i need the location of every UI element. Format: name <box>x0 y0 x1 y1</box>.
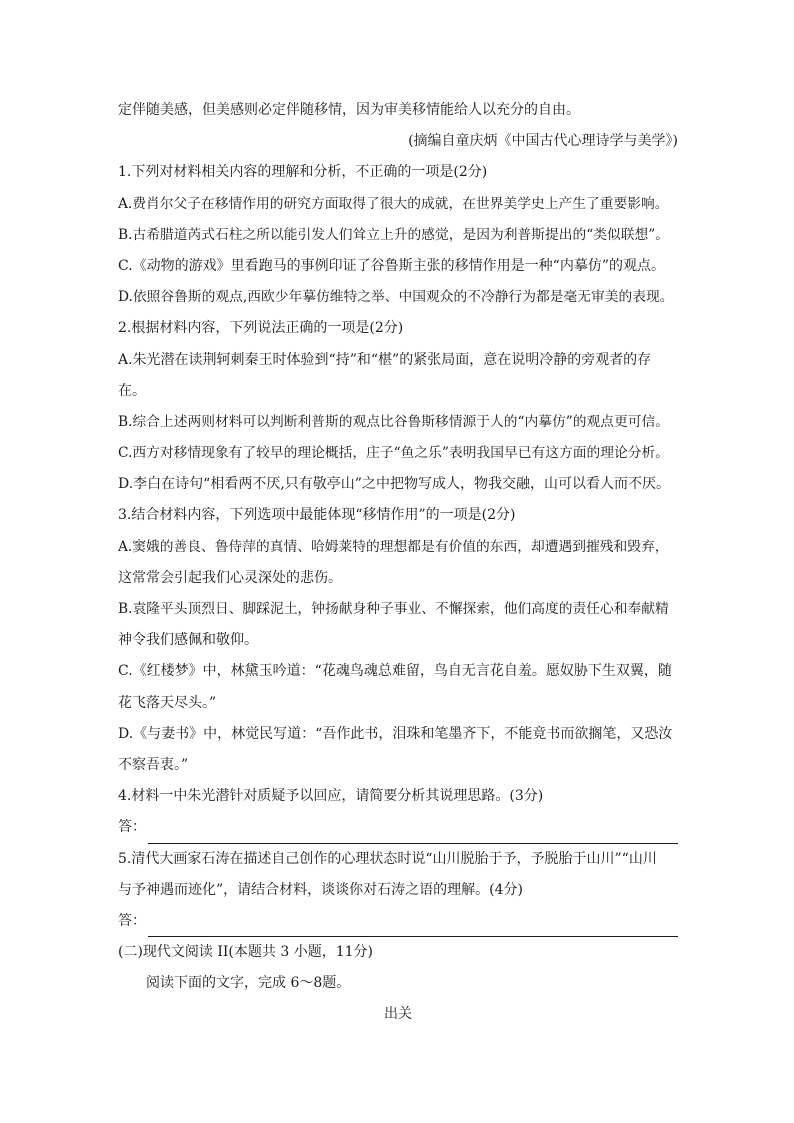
question-3-option-c-cont: 花飞落天尽头。” <box>118 694 217 711</box>
question-3-option-d-cont: 不察吾衷。” <box>118 756 189 773</box>
question-2: 2.根据材料内容，下列说法正确的一项是(2分) <box>118 320 404 337</box>
passage-title: 出关 <box>384 1006 412 1023</box>
section-heading: (二)现代文阅读 II(本题共 3 小题，11分) <box>118 944 373 961</box>
question-2-option-a-cont: 在。 <box>118 382 146 399</box>
answer-rule <box>148 915 678 937</box>
question-1-option-d: D.依照谷鲁斯的观点,西欧少年摹仿维特之举、中国观众的不冷静行为都是毫无审美的表现。 <box>118 289 674 306</box>
paragraph-line: 定伴随美感，但美感则必定伴随移情，因为审美移情能给人以充分的自由。 <box>118 102 580 118</box>
question-1-option-b: B.古希腊道芮式石柱之所以能引发人们耸立上升的感觉，是因为利普斯提出的“类似联想”。 <box>118 226 670 243</box>
question-5: 5.清代大画家石涛在描述自己创作的心理状态时说“山川脱胎于予，予脱胎于山川”“山川 <box>118 850 657 867</box>
question-1-option-c: C.《动物的游戏》里看跑马的事例印证了谷鲁斯主张的移情作用是一种“内摹仿”的观点。 <box>118 257 665 274</box>
question-3-option-c: C.《红楼梦》中，林黛玉吟道：“花魂鸟魂总难留，鸟自无言花自羞。愿奴胁下生双翼，随 <box>118 663 672 680</box>
source-citation: (摘编自童庆炳《中国古代心理诗学与美学》) <box>408 133 678 150</box>
question-3: 3.结合材料内容，下列选项中最能体现“移情作用”的一项是(2分) <box>118 507 516 524</box>
question-2-option-a: A.朱光潜在读荆轲刺秦王时体验到“持”和“椹”的紧张局面，意在说明冷静的旁观者的存 <box>118 351 652 368</box>
question-5-cont: 与予神遇而迹化”，请结合材料，谈谈你对石涛之语的理解。(4分) <box>118 881 523 898</box>
question-3-option-d: D.《与妻书》中，林觉民写道：“吾作此书，泪珠和笔墨齐下，不能竟书而欲搁笔，又恐汝 <box>118 725 673 742</box>
question-1-option-a: A.费肖尔父子在移情作用的研究方面取得了很大的成就，在世界美学史上产生了重要影响。 <box>118 195 669 212</box>
answer-label: 答： <box>118 912 146 929</box>
answer-label: 答： <box>118 819 146 836</box>
question-3-option-a-cont: 这常常会引起我们心灵深处的悲伤。 <box>118 569 342 586</box>
question-3-option-a: A.窦娥的善良、鲁侍萍的真情、哈姆莱特的理想都是有价值的东西，却遭遇到摧残和毁弃， <box>118 538 669 555</box>
question-3-option-b-cont: 神令我们感佩和敬仰。 <box>118 632 258 649</box>
answer-line-4 <box>118 812 678 843</box>
question-1: 1.下列对材料相关内容的理解和分析，不正确的一项是(2分) <box>118 164 488 181</box>
question-4: 4.材料一中朱光潜针对质疑予以回应，请简要分析其说理思路。(3分) <box>118 788 544 805</box>
question-2-option-b: B.综合上述两则材料可以判断利普斯的观点比谷鲁斯移情源于人的“内摹仿”的观点更可信。 <box>118 413 670 430</box>
answer-line-5 <box>118 906 678 937</box>
document-page <box>118 95 678 1031</box>
question-2-option-c: C.西方对移情现象有了较早的理论概括，庄子“鱼之乐”表明我国早已有这方面的理论分析。 <box>118 445 669 462</box>
reading-instruction: 阅读下面的文字，完成 6～8题。 <box>146 975 351 992</box>
question-2-option-d: D.李白在诗句“相看两不厌,只有敬亭山”之中把物写成人，物我交融，山可以看人而不厌。 <box>118 476 670 493</box>
answer-rule <box>148 822 678 844</box>
question-3-option-b: B.袁隆平头顶烈日、脚踩泥土，钟扬献身种子事业、不懈探索，他们高度的责任心和奉献精 <box>118 601 669 617</box>
